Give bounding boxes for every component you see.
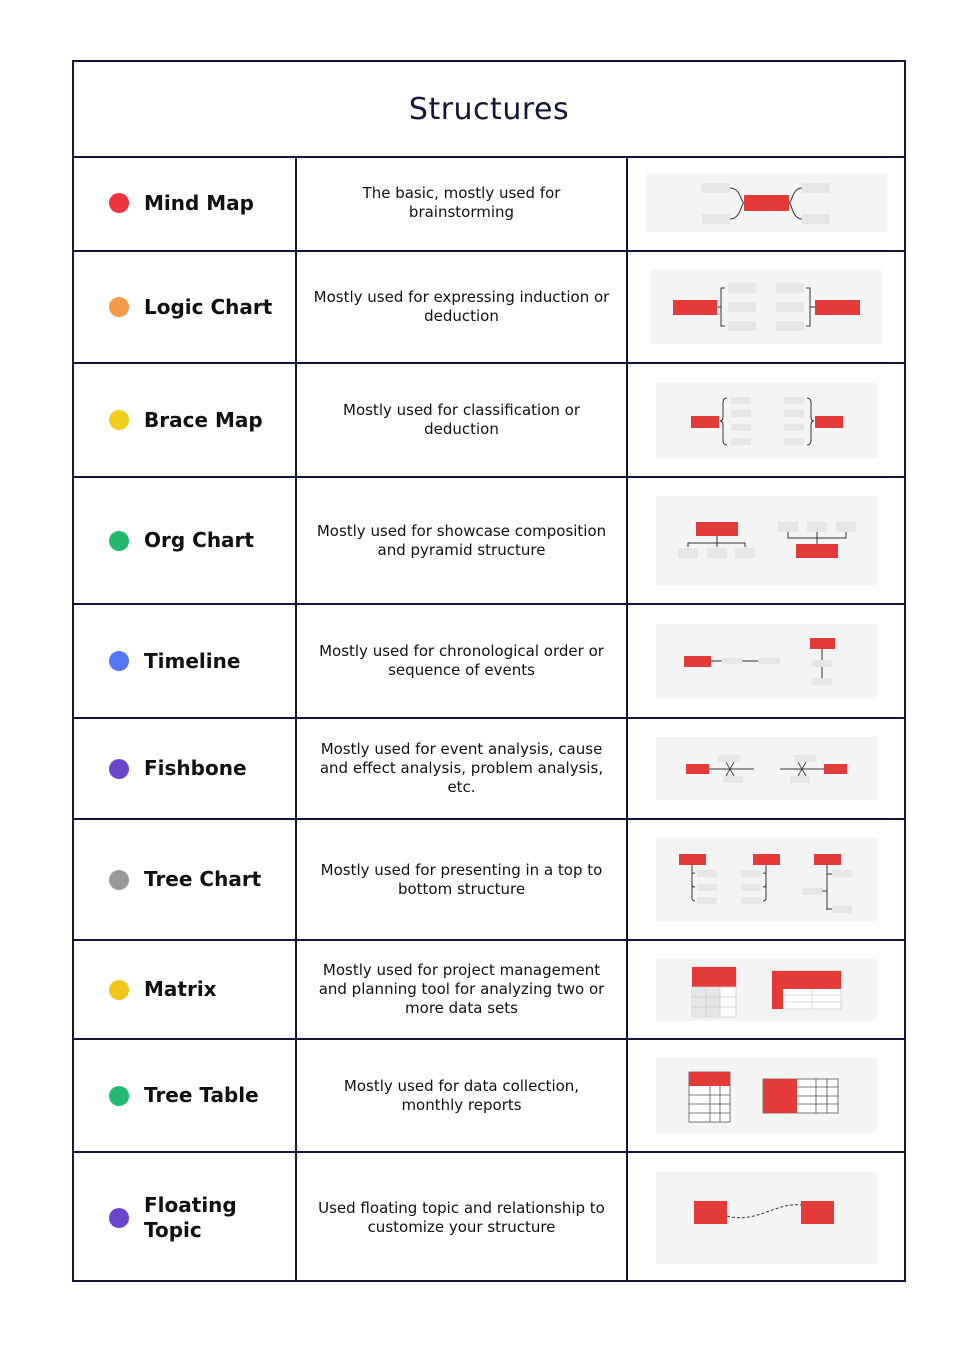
structure-name: Matrix (144, 977, 217, 1001)
preview-cell (628, 1153, 904, 1282)
structure-name: Floating Topic (144, 1192, 237, 1242)
description-cell (297, 1040, 628, 1151)
name-cell (74, 719, 297, 818)
row-timeline (74, 605, 904, 719)
brace-map-thumbnail (656, 383, 877, 458)
structure-description: Mostly used for data collection, monthly reports (343, 1076, 580, 1114)
preview-cell (628, 1040, 904, 1151)
color-dot (109, 651, 129, 671)
row-logic-chart (74, 252, 904, 364)
color-dot (109, 1208, 129, 1228)
color-dot (109, 410, 129, 430)
description-cell (297, 156, 628, 250)
description-cell (297, 478, 628, 603)
description-cell (297, 605, 628, 717)
floating-topic-thumbnail (656, 1172, 877, 1264)
color-dot (109, 531, 129, 551)
tree-chart-thumbnail (656, 838, 877, 921)
structure-name: Mind Map (144, 190, 254, 215)
name-cell (74, 820, 297, 939)
name-cell (74, 252, 297, 362)
name-cell (74, 156, 297, 250)
logic-chart-thumbnail (651, 270, 882, 344)
mind-map-thumbnail (646, 174, 887, 232)
preview-cell (628, 941, 904, 1038)
name-cell (74, 478, 297, 603)
structure-description: Mostly used for chronological order or sequence of events (319, 642, 604, 679)
name-cell (74, 605, 297, 717)
structure-description: The basic, mostly used for brainstorming (362, 184, 561, 221)
tree-table-thumbnail (656, 1058, 877, 1133)
description-cell (297, 364, 628, 476)
description-cell (297, 252, 628, 362)
timeline-thumbnail (656, 624, 877, 699)
color-dot (109, 1086, 129, 1106)
row-org-chart (74, 478, 904, 605)
structure-name: Logic Chart (144, 294, 273, 319)
fishbone-thumbnail (656, 737, 877, 800)
title-cell (74, 62, 904, 158)
preview-cell (628, 364, 904, 476)
page-title: Structures (408, 91, 570, 127)
structure-name: Tree Table (144, 1083, 259, 1107)
name-cell (74, 1040, 297, 1151)
row-tree-chart (74, 820, 904, 941)
color-dot (109, 870, 129, 890)
description-cell (297, 941, 628, 1038)
preview-cell (628, 605, 904, 717)
preview-cell (628, 820, 904, 939)
row-brace-map (74, 364, 904, 478)
row-mind-map (74, 156, 904, 252)
row-matrix (74, 941, 904, 1040)
color-dot (109, 297, 129, 317)
structure-name: Fishbone (144, 756, 247, 780)
name-cell (74, 941, 297, 1038)
structures-table (72, 60, 906, 1282)
matrix-thumbnail (656, 959, 877, 1021)
row-floating-topic (74, 1153, 904, 1282)
preview-cell (628, 719, 904, 818)
structure-name: Brace Map (144, 407, 263, 432)
structure-description: Mostly used for presenting in a top to bottom structure (320, 860, 603, 898)
structure-description: Mostly used for showcase composition and pyramid structure (316, 521, 607, 559)
structure-description: Used floating topic and relationship to customize your structure (318, 1198, 605, 1236)
name-cell (74, 1153, 297, 1282)
structure-description: Mostly used for expressing induction or deduction (313, 288, 610, 325)
row-tree-table (74, 1040, 904, 1153)
structure-description: Mostly used for event analysis, cause and effect analysis, problem analysis, etc. (319, 740, 604, 796)
color-dot (109, 980, 129, 1000)
color-dot (109, 759, 129, 779)
preview-cell (628, 252, 904, 362)
preview-cell (628, 478, 904, 603)
description-cell (297, 820, 628, 939)
description-cell (297, 1153, 628, 1282)
structure-description: Mostly used for project management and planning tool for analyzing two or more data sets (318, 961, 605, 1017)
row-fishbone (74, 719, 904, 820)
name-cell (74, 364, 297, 476)
structure-name: Timeline (144, 648, 241, 673)
org-chart-thumbnail (656, 496, 877, 585)
structure-name: Org Chart (144, 528, 254, 552)
preview-cell (628, 156, 904, 250)
description-cell (297, 719, 628, 818)
color-dot (109, 193, 129, 213)
structure-name: Tree Chart (144, 867, 262, 891)
structure-description: Mostly used for classification or deduction (343, 401, 580, 438)
